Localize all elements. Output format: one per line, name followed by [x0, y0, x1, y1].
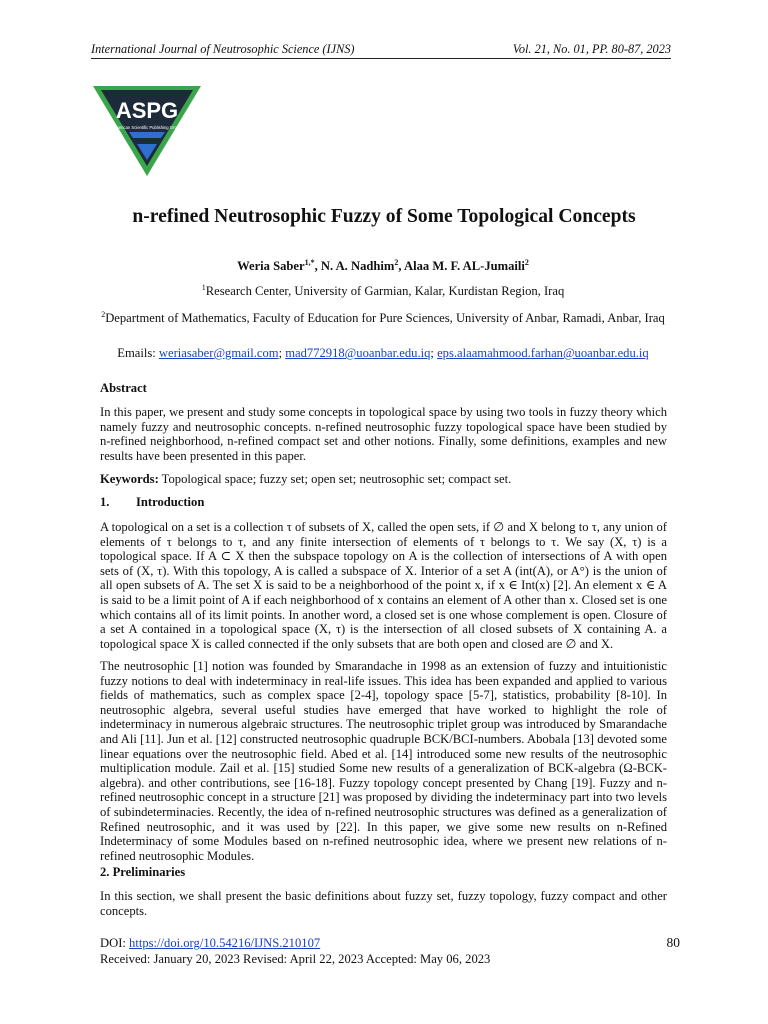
abstract-body: In this paper, we present and study some concepts in topological space by using two tools in fuzzy theory which namely fuzzy and neutrosophic concepts. n-refined neutrosophic fuzzy topological space have been studied by n-refined neighborhood, n-refined compact set and other notions. Finally, some definitions, examples and new results have been presented in this paper.: [100, 405, 667, 463]
author-2-sup: 2: [394, 258, 399, 267]
emails-label: Emails:: [117, 346, 159, 360]
page-footer: [100, 935, 680, 967]
page-number: 80: [666, 935, 680, 950]
doi-label: DOI:: [100, 936, 130, 950]
paper-title: n-refined Neutrosophic Fuzzy of Some Topological Concepts: [132, 206, 636, 227]
logo-tagline: American Scientific Publishing Group: [112, 125, 182, 130]
doi-line: [100, 935, 680, 951]
section-1-title: Introduction: [136, 495, 205, 509]
doi-link[interactable]: https://doi.org/10.54216/IJNS.210107: [129, 936, 321, 950]
author-list: [100, 258, 666, 274]
intro-paragraph-2: The neutrosophic [1] notion was founded by Smarandache in 1998 as an extension of fuzzy and intuitionistic fuzzy notions to deal with indeterminacy in real-life issues. This idea has been expanded and applied to various fields of mathematics, such as complex space [2-4], topology space [5-7], statistics, probability [8-10]. In neutrosophic algebra, several useful studies have emerged that have worked to highlight the role of indeterminacy in numerous algebraic structures. The neutrosophic triplet group was introduced by Smarandache and Ali [11]. Jun et al. [12] constructed neutrosophic quadruple BCK/BCI-numbers. Abobala [13] devoted some linear equations over the neutrosophic field. Abed et al. [14] introduced some new results of the neutrosophic multiplication module. Zail et al. [15] studied Some new results of a generalization of BCK-algebra (Ω-BCK-algebra). and other contributions, see [16-18]. Fuzzy topology concept presented by Chang [19]. Fuzzy and n-refined neutrosophic concept in a structure [21] was proposed by dividing the indeterminacy part into two levels of subindeterminacies. Recently, the idea of n-refined neutrosophic structures was defined as a generalization of Refined neutrosophic, and it was used by [22]. In this paper, we give some new results on n-Refined Indeterminacy of some Modules based on n-refined neutrosophic idea, where we present new relations of n-refined neutrosophic Modules.: [100, 659, 667, 863]
abstract-heading: Abstract: [100, 381, 147, 395]
email-sep-2: ;: [430, 346, 438, 360]
author-3-sup: 2: [524, 258, 529, 267]
preliminaries-paragraph: In this section, we shall present the basic definitions about fuzzy set, fuzzy topology, fuzzy compact and other concepts.: [100, 889, 667, 918]
section-1-number: 1.: [100, 495, 110, 509]
running-header: [91, 42, 671, 59]
affiliation-2: [100, 307, 666, 326]
logo-brand: ASPG: [115, 98, 179, 123]
email-link-2[interactable]: mad772918@uoanbar.edu.iq: [285, 346, 431, 360]
keywords: [100, 472, 667, 487]
affiliation-1-text: Research Center, University of Garmian, Kalar, Kurdistan Region, Iraq: [205, 284, 565, 299]
author-3: , Alaa M. F. AL-Jumaili: [398, 259, 525, 274]
keywords-text: Topological space; fuzzy set; open set; neutrosophic set; compact set.: [158, 472, 512, 486]
author-1-sup: 1,*: [304, 258, 315, 267]
section-1-heading: [100, 495, 667, 510]
section-2-heading: 2. Preliminaries: [100, 865, 186, 879]
aspg-logo: [93, 86, 201, 176]
journal-name: International Journal of Neutrosophic Science (IJNS): [91, 42, 355, 56]
affiliation-1-sup: 1: [201, 283, 206, 292]
author-1: Weria Saber: [237, 259, 305, 274]
email-link-3[interactable]: eps.alaamahmood.farhan@uoanbar.edu.iq: [437, 346, 649, 360]
keywords-label: Keywords:: [100, 472, 159, 486]
intro-paragraph-1: A topological on a set is a collection τ of subsets of X, called the open sets, if ∅ and X belong to τ, any union of elements of τ belongs to τ, and any finite intersection of elements of τ belongs to τ. We say (X, τ) is a topological space. If A ⊂ X then the subspace topology on A is the collection of intersections of A with open sets of (X, τ). With this topology, A is called a subspace of X. Interior of a set A (int(A), or A°) is the union of all open subsets of A. The set X is said to be a neighborhood of the point x, if x ∈ Int(x) [2]. An element x ∈ A is said to be a limit point of A if each neighborhood of x contains an element of A other than x. Closed set is one which contains all of its limit points. In another word, a closed set is one whose complement is open. Closure of a set A contained in a topological space (X, τ) is the intersection of all closed subsets of X containing A. a topological space X is called connected if the only subsets that are both open and closed are ∅ and X.: [100, 520, 667, 651]
article-dates: Received: January 20, 2023 Revised: April 22, 2023 Accepted: May 06, 2023: [100, 952, 491, 966]
affiliation-2-text: Department of Mathematics, Faculty of Education for Pure Sciences, University of Anbar, Ramadi, Anbar, Iraq: [105, 311, 665, 326]
affiliation-2-sup: 2: [101, 310, 106, 319]
author-2: , N. A. Nadhim: [314, 259, 395, 274]
volume-info: Vol. 21, No. 01, PP. 80-87, 2023: [512, 42, 671, 56]
email-link-1[interactable]: weriasaber@gmail.com: [158, 346, 279, 360]
email-sep-1: ;: [278, 346, 286, 360]
email-line: [100, 346, 666, 361]
affiliation-1: [100, 283, 666, 299]
